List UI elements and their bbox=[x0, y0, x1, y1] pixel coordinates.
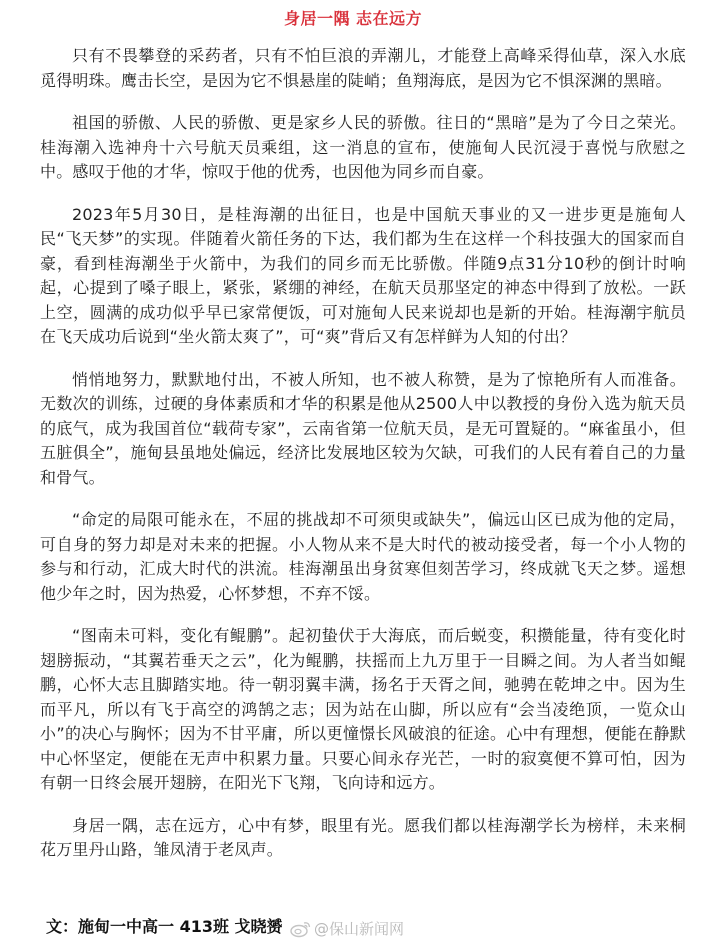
article-title: 身居一隅 志在远方 bbox=[283, 9, 423, 28]
paragraph-5: “命定的局限可能永在，不屈的挑战却不可须臾或缺失”，偏远山区已成为他的定局，可自身的努力却是对未来的把握。小人物从来不是大时代的被动接受者，每一个小人物的参与和行动，汇成大时代的洪流。桂海潮虽出身贫寒但刻苦学习，终成就飞天之梦。遥想他少年之时，因为热爱，心怀梦想，不弃不馁。 bbox=[40, 510, 686, 603]
article-body bbox=[40, 44, 686, 881]
author-line: 文：施甸一中高一 413班 戈晓赟 bbox=[46, 917, 283, 936]
paragraph-6: “图南未可料，变化有鲲鹏”。起初蛰伏于大海底，而后蜕变，积攒能量，待有变化时翅膀振动，“其翼若垂天之云”，化为鲲鹏，扶摇而上九万里于一目瞬之间。为人者当如鲲鹏，心怀大志且脚踏实地。待一朝羽翼丰满，扬名于天胥之间，驰骋在乾坤之中。因为生而平凡，所以有飞于高空的鸿鹄之志；因为站在山脚，所以应有“会当凌绝顶，一览众山小”的决心与胸怀；因为不甘平庸，所以更憧憬长风破浪的征途。心中有理想，便能在静默中心怀坚定，便能在无声中积累力量。只要心间永存光芒，一时的寂寞便不算可怕，因为有朝一日终会展开翅膀，在阳光下飞翔，飞向诗和远方。 bbox=[40, 626, 686, 792]
paragraph-7: 身居一隅，志在远方，心中有梦，眼里有光。愿我们都以桂海潮学长为榜样，未来桐花万里丹山路，雏凤清于老凤声。 bbox=[40, 815, 686, 859]
weibo-icon bbox=[290, 920, 312, 938]
watermark bbox=[290, 918, 404, 940]
paragraph-3: 2023年5月30日，是桂海潮的出征日，也是中国航天事业的又一进步更是施甸人民“飞天梦”的实现。伴随着火箭任务的下达，我们都为生在这样一个科技强大的国家而自豪，看到桂海潮坐于火箭中，为我们的同乡而无比骄傲。伴随9点31分10秒的倒计时响起，心提到了嗓子眼上，紧张，紧绷的神经，在航天员那坚定的神态中得到了放松。一跃上空，圆满的成功似乎早已家常便饭，可对施甸人民来说却也是新的开始。桂海潮宇航员在飞天成功后说到“坐火箭太爽了”，可“爽”背后又有怎样鲜为人知的付出？ bbox=[40, 204, 686, 346]
paragraph-1: 只有不畏攀登的采药者，只有不怕巨浪的弄潮儿，才能登上高峰采得仙草，深入水底觅得明珠。鹰击长空，是因为它不惧悬崖的陡峭；鱼翔海底，是因为它不惧深渊的黑暗。 bbox=[40, 46, 686, 90]
watermark-text: @保山新闻网 bbox=[314, 920, 405, 938]
paragraph-2: 祖国的骄傲、人民的骄傲、更是家乡人民的骄傲。往日的“黑暗”是为了今日之荣光。桂海潮入选神舟十六号航天员乘组，这一消息的宣布，使施甸人民沉浸于喜悦与欣慰之中。感叹于他的才华，惊叹于他的优秀，也因他为同乡而自豪。 bbox=[40, 113, 686, 181]
paragraph-4: 悄悄地努力，默默地付出，不被人所知，也不被人称赞，是为了惊艳所有人而准备。无数次的训练，过硬的身体素质和才华的积累是他从2500人中以教授的身份入选为航天员的底气，成为我国首位“载荷专家”，云南省第一位航天员，是无可置疑的。“麻雀虽小，但五脏俱全”，施甸县虽地处偏远，经济比发展地区较为欠缺，可我们的人民有着自己的力量和骨气。 bbox=[40, 369, 686, 487]
